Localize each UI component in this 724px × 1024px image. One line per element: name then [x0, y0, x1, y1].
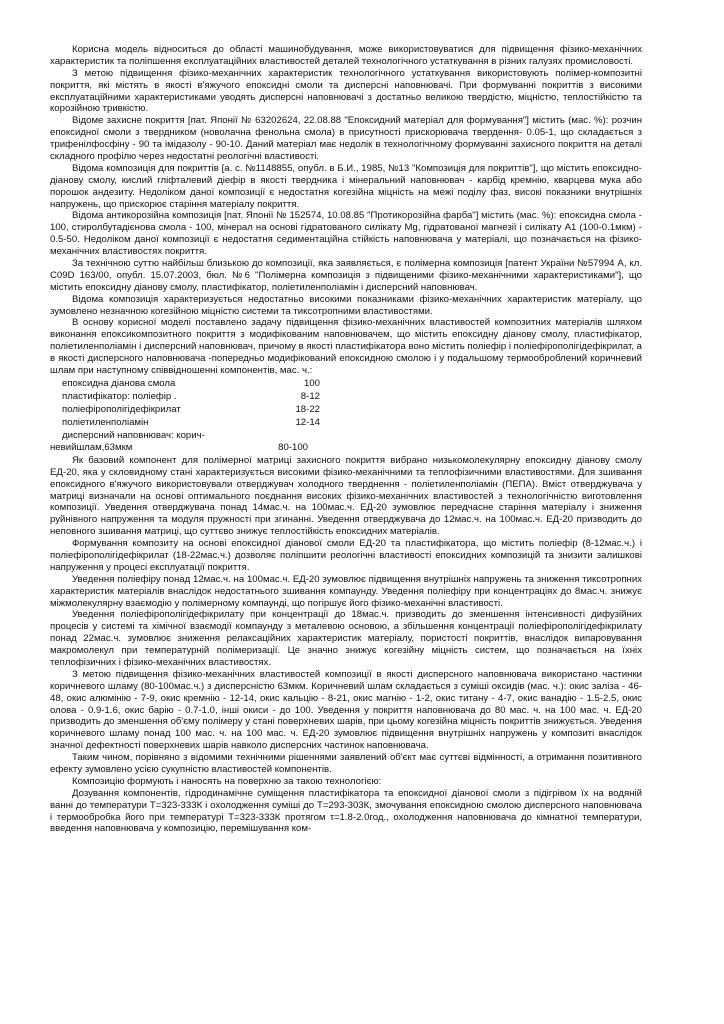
paragraph: Уведення поліефіру понад 12мас.ч. на 100мас.ч. ЕД-20 зумовлює підвищення внутрішніх напружень та зниження тиксотропних характеристик матеріалів внаслідок недостатнього зшивання компаунду. Уведення поліефіру при концентраціях до 8мас.ч. знижує міжмолекулярну взаємодію у полімерному компаунді, що погіршує його фізико-механічні властивості.	[50, 573, 642, 609]
composition-row	[50, 391, 642, 404]
composition-row	[50, 404, 642, 417]
component-value: 18-22	[295, 403, 320, 415]
component-name: поліефірополігідефікрилат	[62, 403, 181, 415]
paragraph: З метою підвищення фізико-механічних характеристик технологічного устаткування використовують полімер-композитні покриття, які містять в якості в'яжучого епоксидні смоли та дисперсні наповнювачі. При формуванні покриттів з високими експлуатаційними характеристиками уводять дисперсні наповнювачі з достатньо великою твердістю, міцністю, теплостійкістю та корозійною тривкістю.	[50, 67, 642, 115]
paragraph: Композицію формують і наносять на поверхню за такою технологією:	[72, 775, 382, 787]
component-value: 12-14	[295, 416, 320, 428]
composition-table	[50, 378, 642, 455]
composition-row	[50, 417, 642, 430]
component-name: поліетиленполіамін	[62, 416, 149, 428]
paragraph: Як базовий компонент для полімерної матриці захисного покриття вибрано низькомолекулярну епоксидну діанову смолу ЕД-20, яка у скловидному стані характеризується високими фізико-механічними та теплофізичними властивостями. Для зшивання епоксидного в'яжучого використовували отверджувач холодного тверднення - поліетиленполіамін (ПЕПА). Вміст отверджувача у матриці визначали на основі оптимального поєднання високих фізико-механічних властивостей з технологічністю виготовлення композиції. Уведення отверджувача понад 14мас.ч. на 100мас.ч. ЕД-20 зумовлює передчасне старіння матеріалу і зниження руйнівного напруження та модуля пружності при згинанні. Уведення отверджувача до 12мас.ч. на 100мас.ч. ЕД-20 призводить до неповного зшивання матриці, що суттєво знижує теплостійкість епоксидних матеріалів.	[50, 454, 642, 538]
document-page	[50, 44, 642, 835]
paragraph: Дозування компонентів, гідродинамічне суміщення пластифікатора та епоксидної діанової смоли з підігрівом їх на водяній ванні до температури Т=323-333К і охолодження суміші до Т=293-303К, змочування епоксидною смолою дисперсного наповнювача і термообробка його при температурі Т=323-333К протягом τ=1.8-2.0год., охолодження наповнювача до кімнатної температури, введення наповнювача у композицію, перемішування ком-	[50, 787, 642, 835]
component-value: 80-100	[278, 441, 308, 453]
component-name: невийшлам,63мкм	[50, 441, 133, 453]
paragraph: Відома антикорозійна композиція [пат. Японії № 152574, 10.08.85 "Протикорозійна фарба"] містить (мас. %): епоксидна смола - 100, стиролбутадієнова смола - 100, мінерал на основі гідратованого силікату Mg, гідратованої магнезії і силікату А1 (100-0.1мкм) - 0.5-50. Недоліком даної композиції є недостатня седиментаційна стійкість наповнювача у матеріалі, що позначається на фізико-механічних властивостях покриття.	[50, 210, 642, 258]
component-name: епоксидна діанова смола	[62, 377, 176, 389]
paragraph: За технічною суттю найбільш близькою до композиції, яка заявляється, є полімерна композиція [патент України №57994 А, кл. C09D 163/00, опубл. 15.07.2003, бюл. №6 "Полімерна композиція з підвищеними фізико-механічними характеристиками"], що містить епоксидну діанову смолу, пластифікатор, поліетиленполіамін і дисперсний наповнювач.	[50, 258, 642, 293]
paragraph: Відома композиція характеризується недостатньо високими показниками фізико-механічних характеристик матеріалу, що зумовлено незначною когезійною міцністю системи та тиксотропними властивостями.	[50, 293, 642, 317]
paragraph: Відоме захисне покриття [пат. Японії № 63202624, 22.08.88 "Епоксидний матеріал для формування"] містить (мас. %): розчин епоксидної смоли з твердником (новолачна фенольна смола) в присутності прискорювача твердення- 0.05-1, що складається з трифенілфосфіну - 90 та імідазолу - 90-10. Даний матеріал має недолік в технологічному формуванні захисного покриття на деталі складного профілю через недостатні реологічні властивості.	[50, 115, 642, 163]
paragraph: Корисна модель відноситься до області машинобудування, може використовуватися для підвищення фізико-механічних характеристик та поліпшення експлуатаційних властивостей деталей технологічного устаткування в різних галузях промисловості.	[50, 44, 642, 67]
composition-row	[50, 442, 642, 455]
paragraph: Таким чином, порівняно з відомими технічними рішеннями заявлений об'єкт має суттєві відмінності, а отримання позитивного ефекту зумовлено усією сукупністю властивостей компонентів.	[50, 752, 642, 775]
composition-row	[50, 430, 642, 442]
component-value: 100	[303, 377, 320, 389]
composition-row	[50, 378, 642, 391]
paragraph: Формування композиту на основі епоксидної діанової смоли ЕД-20 та пластифікатора, що містить поліефір (8-12мас.ч.) і поліефірополігідефікрилат (18-22мас.ч.) дозволяє поліпшити реологічні властивості епоксидних композицій та знизити залишкові напруження у процесі експлуатації покриття.	[50, 538, 642, 573]
component-value: 8-12	[300, 390, 320, 402]
paragraph: Відома композиція для покриттів [а. с. №1148855, опубл. в Б.И., 1985, №13 "Композиція для покриттів"], що містить епоксидно-діанову смолу, кислий гліфталевий діефір в якості твердника і мінеральний наповнювач - карбід кремнію, кварцева мука або порошок андезиту. Недоліком даної композиції є недостатня когезійна міцність на межі поділу фаз, високі показники внутрішніх напружень, що прискорює старіння матеріалу покриття.	[50, 162, 642, 210]
paragraph: Уведення поліефірополігідефікрилату при концентрації до 18мас.ч. призводить до зменшення інтенсивності дифузійних процесів у системі та хімічної взаємодії компаунду з металевою основою, а збільшення концентрації поліефірополігідефікрилату понад 22мас.ч. зумовлює зниження релаксаційних характеристик матеріалу, пористості покриттів, внаслідок випаровування макромолекул при температурній полімеризації. Це значно знижує когезійну міцність систем, що позначається на їхніх теплофізичних і фізико-механічних властивостях.	[50, 609, 642, 668]
paragraph: В основу корисної моделі поставлено задачу підвищення фізико-механічних властивостей композитних матеріалів шляхом виконання епоксикомпозитного покриття з модифікованим наповнювачем, що містить епоксидну діанову смолу, пластифікатор, поліетиленполіамін і дисперсний наповнювач, причому в якості пластифікатора воно містить поліефір і поліефірополігідефікрилат, а в якості дисперсного наповнювача -попередньо модифікований епоксидною смолою і у подальшому термооброблений коричневий шлам при наступному співвідношенні компонентів, мас. ч.:	[50, 317, 642, 377]
component-name: пластифікатор: поліефір .	[62, 390, 177, 402]
paragraph: З метою підвищення фізико-механічних властивостей композиції в якості дисперсного наповнювача використано частинки коричневого шламу (80-100мас.ч.) з дисперсністю 63мкм. Коричневий шлам складається з суміші оксидів (мас. ч.): окис заліза - 46-48, окис алюмінію - 7-9, окис кремнію - 12-14, окис кальцію - 8-21, окис магнію - 1-2, окис титану - 4-7, окис ванадію - 1.5-2.5, окис олова - 0.9-1.6, окис барію - 0.7-1.0, інші окиси - до 100. Уведення у покриття наповнювача до 80 мас. ч. на 100 мас. ч. ЕД-20 призводить до зменшення об'єму полімеру у стані поверхневих шарів, при цьому когезійна міцність покриттів знижується. Уведення коричневого шламу понад 100 мас. ч. на 100 мас. ч. ЕД-20 зумовлює підвищення внутрішніх напружень у композиті внаслідок значної дефектності поверхневих шарів навколо дисперсних частинок наповнювача.	[50, 668, 642, 752]
component-name: дисперсний наповнювач: корич-	[62, 429, 205, 441]
